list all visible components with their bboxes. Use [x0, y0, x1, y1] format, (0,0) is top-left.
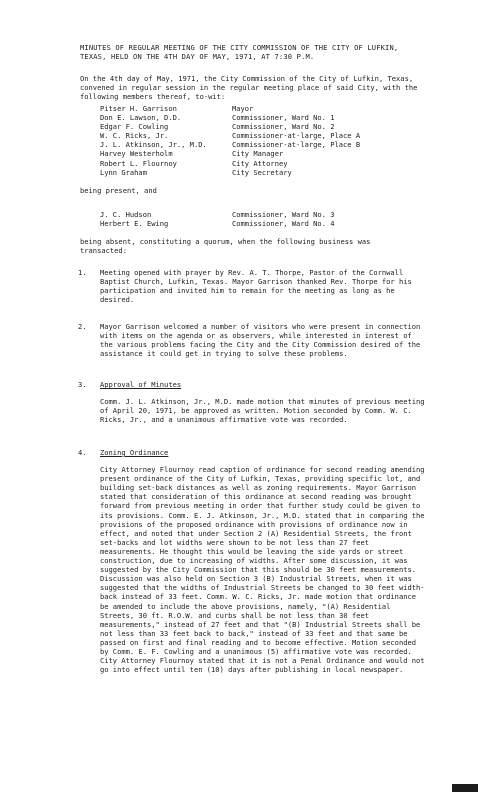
present-label: being present, and — [80, 186, 157, 195]
roster-row — [100, 159, 400, 168]
quorum-paragraph: being absent, constituting a quorum, when the following business was transacted: — [80, 237, 371, 256]
roster-row — [100, 210, 400, 219]
item-number: 2. — [78, 322, 87, 331]
item-number: 1. — [78, 268, 87, 277]
member-name: Edgar F. Cowling — [100, 122, 169, 132]
roster-row — [100, 113, 400, 122]
item-heading: Approval of Minutes — [100, 380, 182, 389]
item-paragraph: Mayor Garrison welcomed a number of visitors who were present in connection with items on the agenda or as observers, while interested in interest of the various problems facing the City and the City Commission desired of the assistance it could get in trying to solve these problems. — [100, 322, 421, 359]
item-number: 4. — [78, 448, 87, 457]
roster-row — [100, 104, 400, 113]
member-title: City Attorney — [232, 158, 288, 168]
item-paragraph: City Attorney Flournoy read caption of ordinance for second reading amending present ordinance of the City of Lufkin, Texas, providing specific lot, and building set-back distances as well as zoning requirements. Mayor Garrison stated that consideration of this ordinance at second reading was brought forward from previous meeting in order that further study could be given to its provisions. Comm. E. J. Atkinson, Jr., M.D. stated that in comparing the provisions of the proposed ordinance with provisions of ordinance now in effect, and noted that under Section 2 (A) Residential Streets, the front set-backs and lot widths were shown to be not less than 27 feet measurements. He thought this would be leaving the side yards or street construction, due to increasing of widths. After some discussion, it was suggested by the City Commission that this should be 30 feet measurements. Discussion was also held on Section 3 (B) Industrial Streets, when it was suggested that the widths of Industrial Streets be changed to 30 feet width-back instead of 33 feet. Comm. W. C. Ricks, Jr. made motion that ordinance be amended to include the above provisions, namely, "(A) Residential Streets, 30 ft. R.O.W. and curbs shall be not less than 30 feet measurements," instead of 27 feet and that "(B) Industrial Streets shall be not less than 33 feet back to back," instead of 33 feet and that same be passed on first and final reading and to become effective. Motion seconded by Comm. E. F. Cowling and a unanimous (5) affirmative vote was recorded. City Attorney Flournoy stated that it is not a Penal Ordinance and would not go into effect until ten (10) days after publishing in local newspaper. — [100, 465, 425, 675]
item-paragraph: Meeting opened with prayer by Rev. A. T. Thorpe, Pastor of the Cornwall Baptist Church, Lufkin, Texas. Mayor Garrison thanked Rev. Thorpe for his participation and invited him to remain for the meeting as long as he desired. — [100, 268, 412, 305]
item-number: 3. — [78, 380, 87, 389]
member-title: Commissioner, Ward No. 2 — [232, 122, 335, 132]
agenda-item — [78, 448, 426, 674]
member-title: Commissioner, Ward No. 3 — [232, 210, 335, 219]
page-corner-mark — [452, 784, 478, 792]
member-title: Mayor — [232, 104, 254, 113]
agenda-item — [78, 380, 426, 424]
roster-row — [100, 131, 400, 140]
agenda-item — [78, 322, 426, 358]
member-title: Commissioner, Ward No. 1 — [232, 113, 335, 123]
member-name: J. L. Atkinson, Jr., M.D. — [100, 140, 207, 150]
member-name: Pitser H. Garrison — [100, 104, 177, 113]
present-roster — [100, 104, 400, 177]
item-paragraph: Comm. J. L. Atkinson, Jr., M.D. made motion that minutes of previous meeting of April 20, 1971, be approved as written. Motion seconded by Comm. W. C. Ricks, Jr., and a unanimous affirmative vote was recorded. — [100, 397, 425, 425]
intro-paragraph: On the 4th day of May, 1971, the City Commission of the City of Lufkin, Texas, convened in regular session in the regular meeting place of said City, with the following members thereof, to-wit: — [80, 74, 418, 102]
roster-row — [100, 219, 400, 228]
roster-row — [100, 140, 400, 149]
absent-roster — [100, 210, 400, 228]
agenda-item — [78, 268, 426, 304]
member-title: Commissioner-at-large, Place B — [232, 140, 361, 150]
member-name: Don E. Lawson, D.D. — [100, 113, 182, 123]
member-title: City Manager — [232, 149, 284, 159]
member-name: Lynn Graham — [100, 167, 147, 177]
member-name: Herbert E. Ewing — [100, 219, 169, 229]
roster-row — [100, 149, 400, 158]
roster-row — [100, 122, 400, 131]
member-name: Harvey Westerholm — [100, 149, 173, 159]
roster-row — [100, 168, 400, 177]
member-name: J. C. Hudson — [100, 210, 152, 219]
document-title: MINUTES OF REGULAR MEETING OF THE CITY COMMISSION OF THE CITY OF LUFKIN, TEXAS, HELD ON THE 4TH DAY OF MAY, 1971, AT 7:30 P.M. — [80, 43, 399, 62]
member-title: Commissioner, Ward No. 4 — [232, 219, 335, 229]
item-heading: Zoning Ordinance — [100, 448, 169, 457]
member-name: W. C. Ricks, Jr. — [100, 131, 169, 141]
member-name: Robert L. Flournoy — [100, 158, 177, 168]
member-title: Commissioner-at-large, Place A — [232, 131, 361, 141]
member-title: City Secretary — [232, 167, 292, 177]
